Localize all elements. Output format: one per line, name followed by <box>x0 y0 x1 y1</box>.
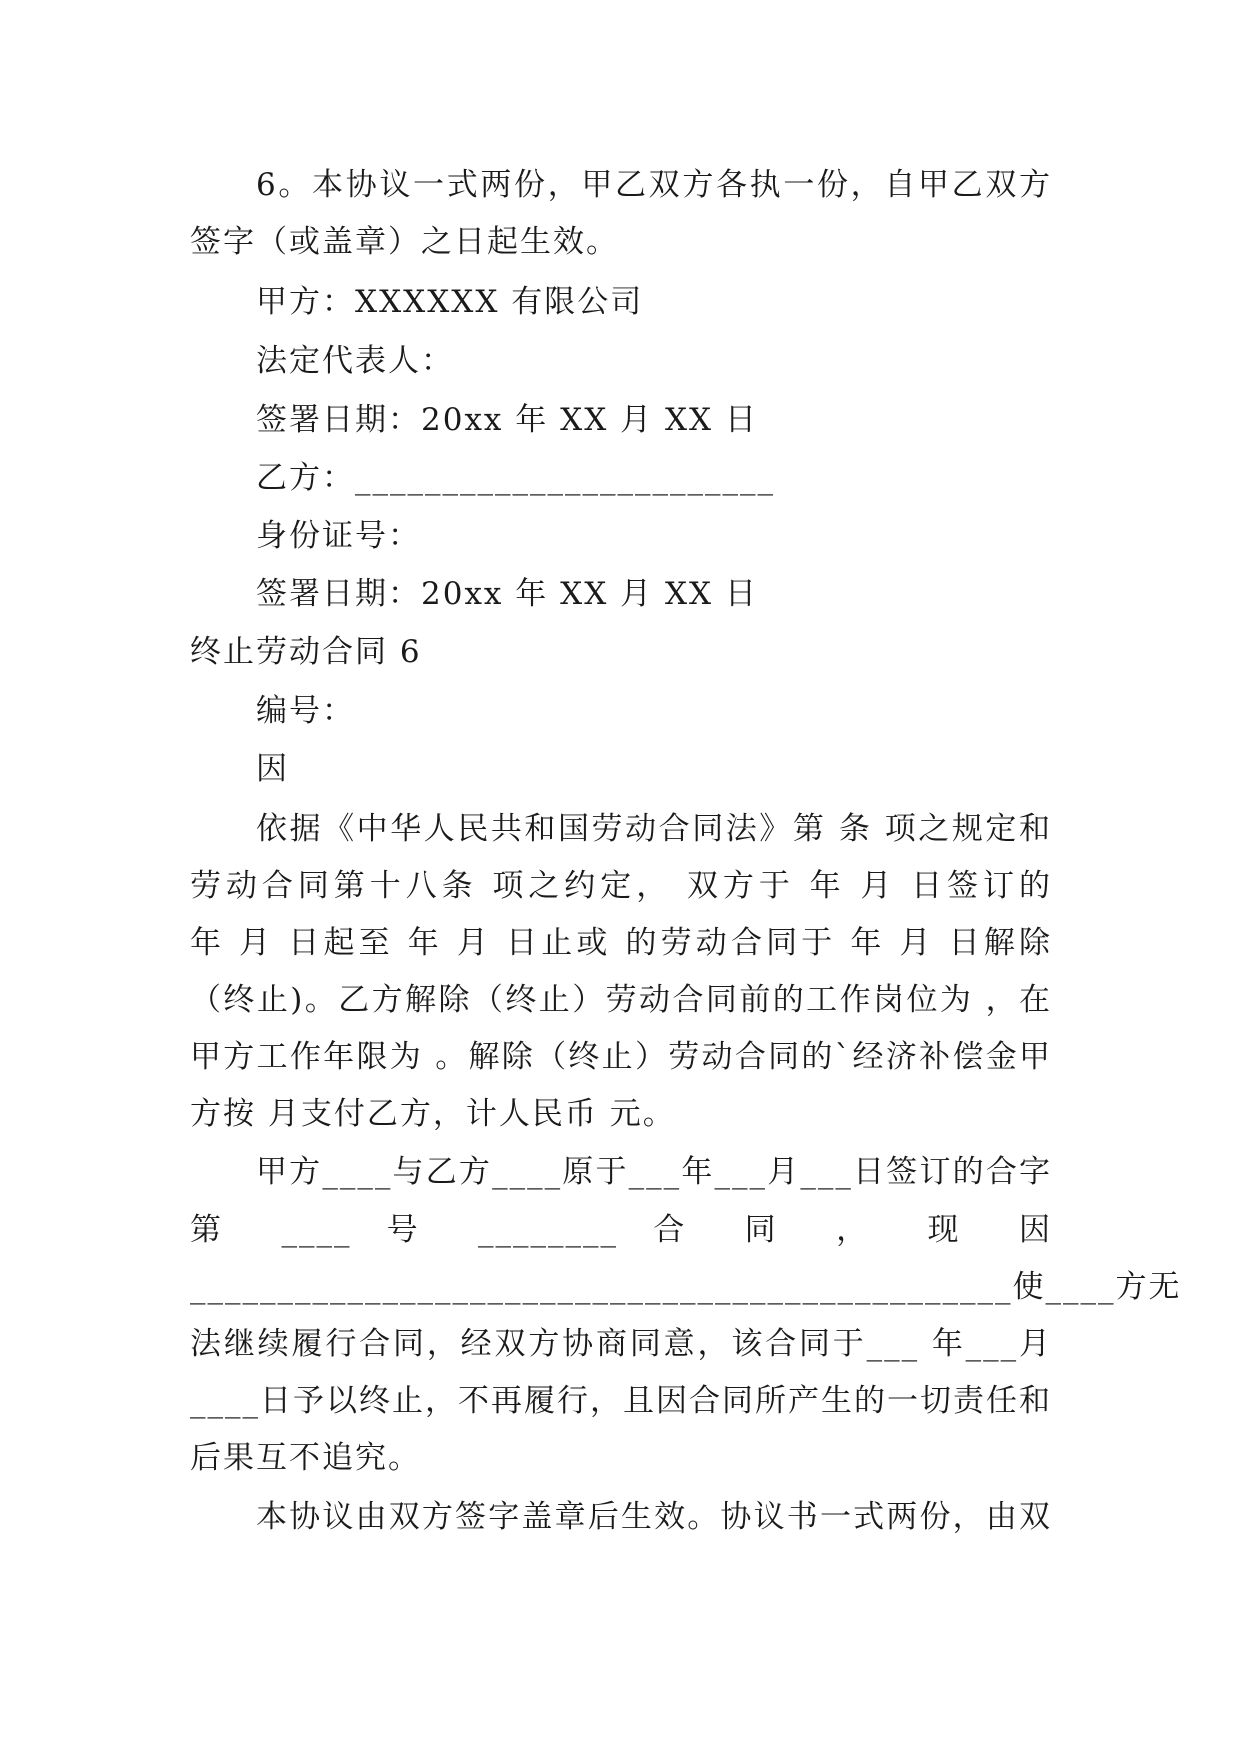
paragraph-line: 甲方工作年限为 。解除（终止）劳动合同的`经济补偿金甲 <box>190 1039 1052 1075</box>
paragraph-line: _______________________________________________使____方无 <box>190 1269 1182 1305</box>
sign-date-line: 签署日期：20xx 年 XX 月 XX 日 <box>256 402 758 438</box>
legal-representative-line: 法定代表人： <box>256 343 454 379</box>
serial-number-line: 编号： <box>256 693 355 729</box>
paragraph-line: 依据《中华人民共和国劳动合同法》第 条 项之规定和 <box>256 811 1052 847</box>
paragraph-line: 甲方____与乙方____原于___年___月___日签订的合字 <box>256 1154 1052 1190</box>
paragraph-line: （终止)。乙方解除（终止）劳动合同前的工作岗位为 ，在 <box>190 982 1052 1018</box>
paragraph-line: 年 月 日起至 年 月 日止或 的劳动合同于 年 月 日解除 <box>190 925 1052 961</box>
sign-date-line: 签署日期：20xx 年 XX 月 XX 日 <box>256 576 758 612</box>
paragraph-line: 签字（或盖章）之日起生效。 <box>190 224 619 260</box>
paragraph-line: 方按 月支付乙方，计人民币 元。 <box>190 1096 676 1132</box>
id-number-line: 身份证号： <box>256 518 421 554</box>
paragraph-line: 第 ____ 号 ________ 合 同 ， 现 因 <box>190 1212 1052 1248</box>
paragraph-line: 后果互不追究。 <box>190 1440 421 1476</box>
section-title: 终止劳动合同 6 <box>190 634 422 670</box>
party-b-line: 乙方：________________________ <box>256 460 775 496</box>
paragraph-line: 劳动合同第十八条 项之约定， 双方于 年 月 日签订的 <box>190 868 1052 904</box>
paragraph-line: 6。本协议一式两份，甲乙双方各执一份，自甲乙双方 <box>256 167 1052 203</box>
paragraph-line: ____日予以终止，不再履行，且因合同所产生的一切责任和 <box>190 1383 1052 1419</box>
paragraph-line: 法继续履行合同，经双方协商同意，该合同于___ 年___月 <box>190 1326 1052 1362</box>
party-a-line: 甲方：XXXXXX 有限公司 <box>256 284 644 320</box>
reason-line: 因 <box>256 751 289 787</box>
paragraph-line: 本协议由双方签字盖章后生效。协议书一式两份，由双 <box>256 1499 1052 1535</box>
